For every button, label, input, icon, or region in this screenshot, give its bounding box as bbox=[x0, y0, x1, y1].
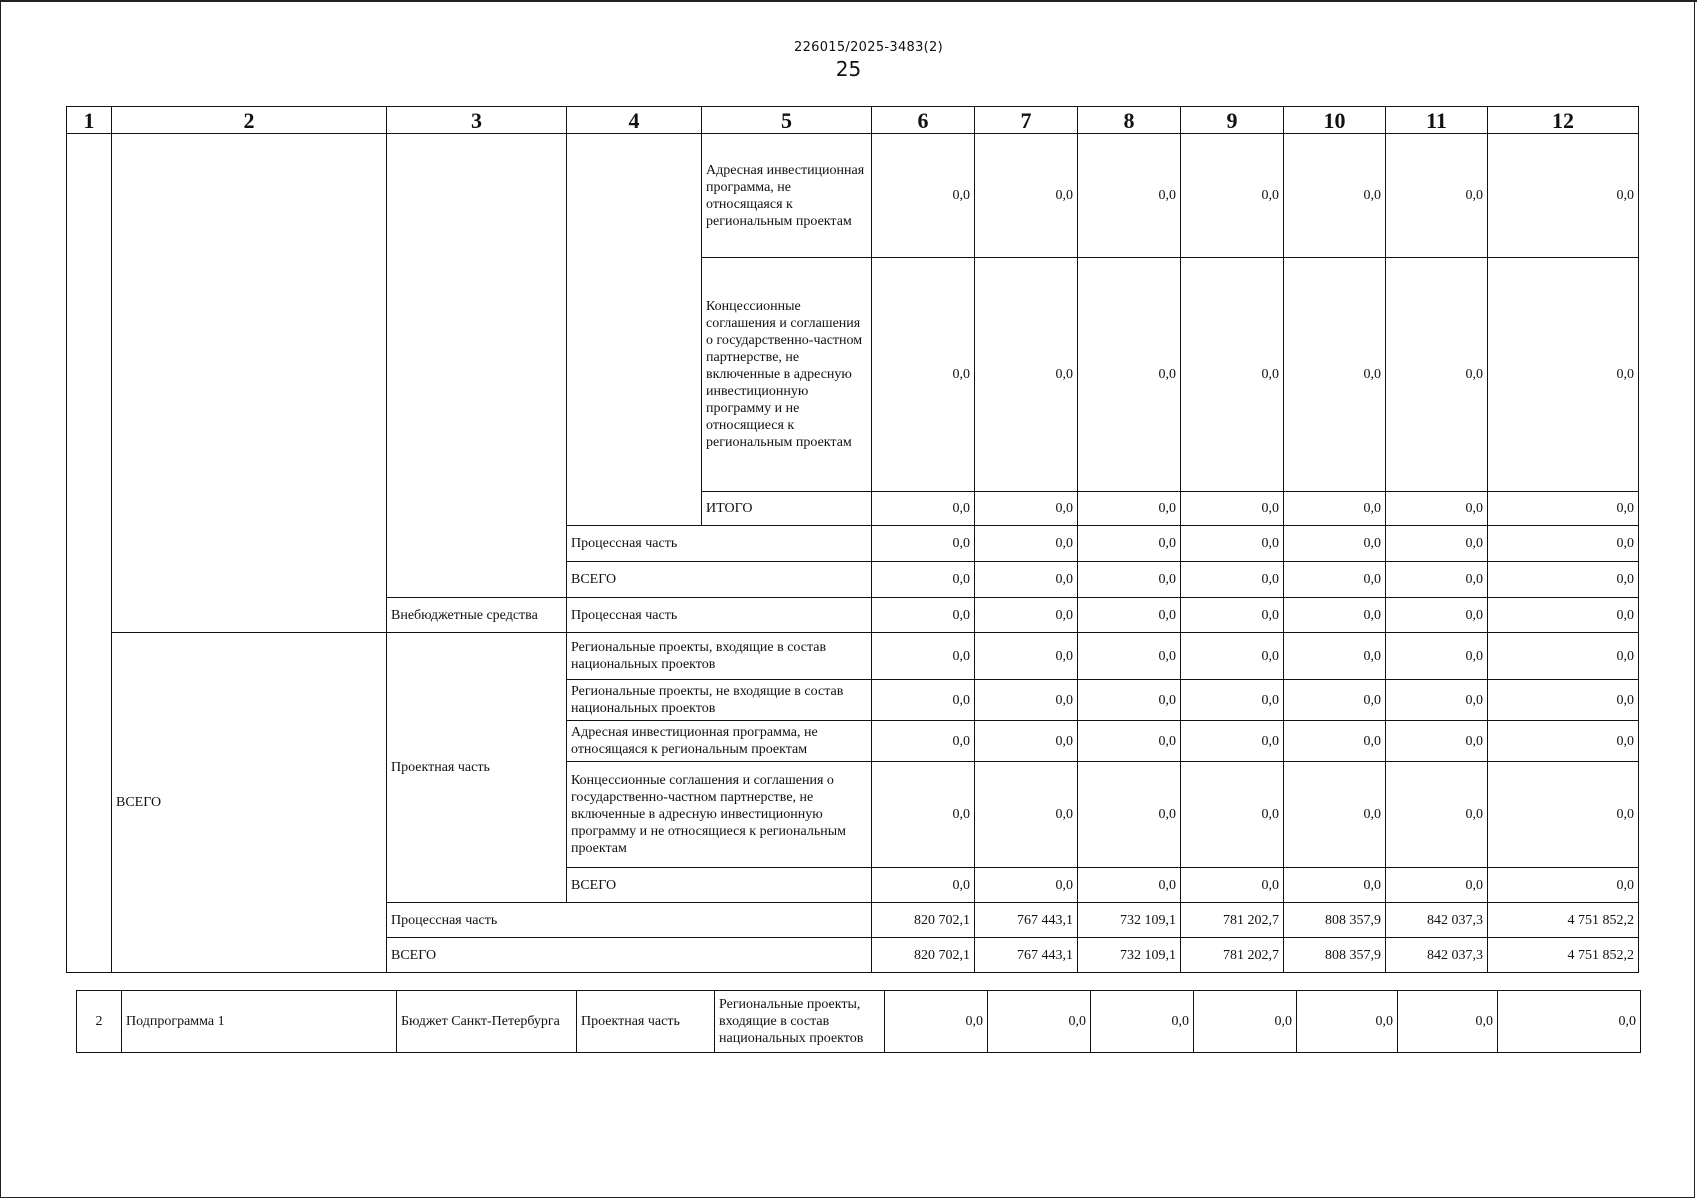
value-cell: 0,0 bbox=[872, 598, 975, 633]
column-number: 1 bbox=[67, 107, 112, 134]
value-cell: 0,0 bbox=[975, 526, 1078, 562]
value-cell: 0,0 bbox=[975, 633, 1078, 680]
document-header bbox=[0, 40, 1697, 81]
column-number: 3 bbox=[387, 107, 567, 134]
value-cell: 0,0 bbox=[975, 762, 1078, 868]
value-cell: 0,0 bbox=[872, 633, 975, 680]
total-label: ВСЕГО bbox=[387, 938, 872, 973]
value-cell: 0,0 bbox=[1284, 258, 1386, 492]
item-label: Адресная инвестиционная программа, не относящаяся к региональным проектам bbox=[702, 134, 872, 258]
value-cell: 732 109,1 bbox=[1078, 903, 1181, 938]
value-cell: 0,0 bbox=[1386, 258, 1488, 492]
value-cell: 0,0 bbox=[1386, 526, 1488, 562]
part-label: Процессная часть bbox=[567, 598, 872, 633]
itogo-label: ИТОГО bbox=[702, 492, 872, 526]
value-cell: 0,0 bbox=[1078, 721, 1181, 762]
value-cell: 0,0 bbox=[872, 492, 975, 526]
value-cell: 842 037,3 bbox=[1386, 938, 1488, 973]
value-cell: 767 443,1 bbox=[975, 938, 1078, 973]
value-cell: 0,0 bbox=[1386, 598, 1488, 633]
total-label: ВСЕГО bbox=[112, 633, 387, 973]
total-label: ВСЕГО bbox=[567, 562, 872, 598]
program-label: Подпрограмма 1 bbox=[122, 991, 397, 1053]
value-cell: 0,0 bbox=[1488, 258, 1639, 492]
value-cell: 0,0 bbox=[872, 762, 975, 868]
value-cell: 0,0 bbox=[1297, 991, 1398, 1053]
part-cell bbox=[567, 134, 702, 526]
value-cell: 0,0 bbox=[1078, 762, 1181, 868]
value-cell: 820 702,1 bbox=[872, 903, 975, 938]
value-cell: 0,0 bbox=[975, 492, 1078, 526]
value-cell: 0,0 bbox=[1181, 680, 1284, 721]
value-cell: 0,0 bbox=[1284, 134, 1386, 258]
value-cell: 0,0 bbox=[872, 526, 975, 562]
value-cell: 781 202,7 bbox=[1181, 938, 1284, 973]
value-cell: 0,0 bbox=[872, 562, 975, 598]
source-label: Внебюджетные средства bbox=[387, 598, 567, 633]
part-label: Проектная часть bbox=[577, 991, 715, 1053]
table-row bbox=[67, 633, 1639, 680]
item-label: Адресная инвестиционная программа, не относящаяся к региональным проектам bbox=[567, 721, 872, 762]
value-cell: 0,0 bbox=[975, 868, 1078, 903]
column-number: 7 bbox=[975, 107, 1078, 134]
value-cell: 0,0 bbox=[988, 991, 1091, 1053]
value-cell: 0,0 bbox=[1078, 868, 1181, 903]
value-cell: 0,0 bbox=[1078, 680, 1181, 721]
source-cell bbox=[387, 134, 567, 598]
value-cell: 0,0 bbox=[1091, 991, 1194, 1053]
value-cell: 0,0 bbox=[1181, 633, 1284, 680]
value-cell: 0,0 bbox=[1181, 562, 1284, 598]
value-cell: 0,0 bbox=[1488, 526, 1639, 562]
value-cell: 0,0 bbox=[1181, 526, 1284, 562]
value-cell: 0,0 bbox=[872, 134, 975, 258]
value-cell: 0,0 bbox=[1078, 633, 1181, 680]
value-cell: 0,0 bbox=[1181, 721, 1284, 762]
value-cell: 0,0 bbox=[1488, 562, 1639, 598]
value-cell: 808 357,9 bbox=[1284, 938, 1386, 973]
value-cell: 781 202,7 bbox=[1181, 903, 1284, 938]
row-number: 2 bbox=[77, 991, 122, 1053]
value-cell: 0,0 bbox=[1284, 492, 1386, 526]
value-cell: 0,0 bbox=[1386, 680, 1488, 721]
value-cell: 0,0 bbox=[975, 258, 1078, 492]
value-cell: 808 357,9 bbox=[1284, 903, 1386, 938]
value-cell: 0,0 bbox=[1181, 492, 1284, 526]
part-label: Процессная часть bbox=[387, 903, 872, 938]
value-cell: 0,0 bbox=[1488, 721, 1639, 762]
value-cell: 0,0 bbox=[1398, 991, 1498, 1053]
value-cell: 0,0 bbox=[1488, 680, 1639, 721]
value-cell: 0,0 bbox=[975, 134, 1078, 258]
item-label: Региональные проекты, входящие в состав национальных проектов bbox=[567, 633, 872, 680]
column-number: 9 bbox=[1181, 107, 1284, 134]
value-cell: 0,0 bbox=[1078, 258, 1181, 492]
value-cell: 842 037,3 bbox=[1386, 903, 1488, 938]
value-cell: 0,0 bbox=[1386, 562, 1488, 598]
value-cell: 0,0 bbox=[1078, 134, 1181, 258]
value-cell: 0,0 bbox=[1488, 868, 1639, 903]
value-cell: 0,0 bbox=[1078, 598, 1181, 633]
table-row bbox=[77, 991, 1641, 1053]
column-number: 8 bbox=[1078, 107, 1181, 134]
total-label: ВСЕГО bbox=[567, 868, 872, 903]
value-cell: 0,0 bbox=[1488, 762, 1639, 868]
value-cell: 0,0 bbox=[872, 721, 975, 762]
value-cell: 0,0 bbox=[1488, 134, 1639, 258]
value-cell: 0,0 bbox=[1181, 258, 1284, 492]
column-number: 2 bbox=[112, 107, 387, 134]
value-cell: 0,0 bbox=[1284, 598, 1386, 633]
value-cell: 0,0 bbox=[1284, 680, 1386, 721]
value-cell: 0,0 bbox=[1181, 134, 1284, 258]
value-cell: 0,0 bbox=[1386, 762, 1488, 868]
subprogram-table bbox=[76, 990, 1641, 1053]
value-cell: 0,0 bbox=[1078, 526, 1181, 562]
table-row bbox=[67, 134, 1639, 258]
page-number: 25 bbox=[835, 57, 862, 81]
value-cell: 4 751 852,2 bbox=[1488, 903, 1639, 938]
value-cell: 767 443,1 bbox=[975, 903, 1078, 938]
item-label: Концессионные соглашения и соглашения о государственно-частном партнерстве, не включенные в адресную инвестиционную программу и не относящиеся к региональным проектам bbox=[702, 258, 872, 492]
value-cell: 820 702,1 bbox=[872, 938, 975, 973]
value-cell: 0,0 bbox=[872, 680, 975, 721]
value-cell: 0,0 bbox=[885, 991, 988, 1053]
value-cell: 0,0 bbox=[1284, 526, 1386, 562]
value-cell: 0,0 bbox=[872, 868, 975, 903]
value-cell: 0,0 bbox=[975, 598, 1078, 633]
value-cell: 0,0 bbox=[1284, 721, 1386, 762]
value-cell: 0,0 bbox=[1386, 633, 1488, 680]
item-label: Региональные проекты, входящие в состав национальных проектов bbox=[715, 991, 885, 1053]
value-cell: 0,0 bbox=[1386, 721, 1488, 762]
item-label: Концессионные соглашения и соглашения о государственно-частном партнерстве, не включенные в адресную инвестиционную программу и не относящиеся к региональным проектам bbox=[567, 762, 872, 868]
column-number: 11 bbox=[1386, 107, 1488, 134]
value-cell: 0,0 bbox=[975, 680, 1078, 721]
value-cell: 0,0 bbox=[1181, 598, 1284, 633]
value-cell: 0,0 bbox=[1284, 562, 1386, 598]
column-number: 10 bbox=[1284, 107, 1386, 134]
registration-number: 226015/2025-3483(2) bbox=[794, 40, 943, 55]
column-number: 4 bbox=[567, 107, 702, 134]
value-cell: 4 751 852,2 bbox=[1488, 938, 1639, 973]
value-cell: 0,0 bbox=[1386, 492, 1488, 526]
value-cell: 0,0 bbox=[1386, 134, 1488, 258]
value-cell: 0,0 bbox=[1488, 633, 1639, 680]
column-number-row bbox=[67, 107, 1639, 134]
column-number: 12 bbox=[1488, 107, 1639, 134]
value-cell: 0,0 bbox=[1488, 598, 1639, 633]
part-label: Проектная часть bbox=[387, 633, 567, 903]
value-cell: 0,0 bbox=[1078, 562, 1181, 598]
column-number: 6 bbox=[872, 107, 975, 134]
value-cell: 0,0 bbox=[1284, 868, 1386, 903]
value-cell: 0,0 bbox=[1194, 991, 1297, 1053]
program-cell bbox=[112, 134, 387, 633]
item-label: Региональные проекты, не входящие в состав национальных проектов bbox=[567, 680, 872, 721]
value-cell: 0,0 bbox=[1498, 991, 1641, 1053]
part-label: Процессная часть bbox=[567, 526, 872, 562]
source-label: Бюджет Санкт-Петербурга bbox=[397, 991, 577, 1053]
value-cell: 0,0 bbox=[1284, 762, 1386, 868]
value-cell: 0,0 bbox=[975, 721, 1078, 762]
budget-table bbox=[66, 106, 1639, 973]
value-cell: 0,0 bbox=[1078, 492, 1181, 526]
column-number: 5 bbox=[702, 107, 872, 134]
row-number-cell bbox=[67, 134, 112, 973]
value-cell: 0,0 bbox=[975, 562, 1078, 598]
value-cell: 732 109,1 bbox=[1078, 938, 1181, 973]
value-cell: 0,0 bbox=[1386, 868, 1488, 903]
value-cell: 0,0 bbox=[1181, 868, 1284, 903]
value-cell: 0,0 bbox=[1181, 762, 1284, 868]
value-cell: 0,0 bbox=[872, 258, 975, 492]
value-cell: 0,0 bbox=[1488, 492, 1639, 526]
value-cell: 0,0 bbox=[1284, 633, 1386, 680]
